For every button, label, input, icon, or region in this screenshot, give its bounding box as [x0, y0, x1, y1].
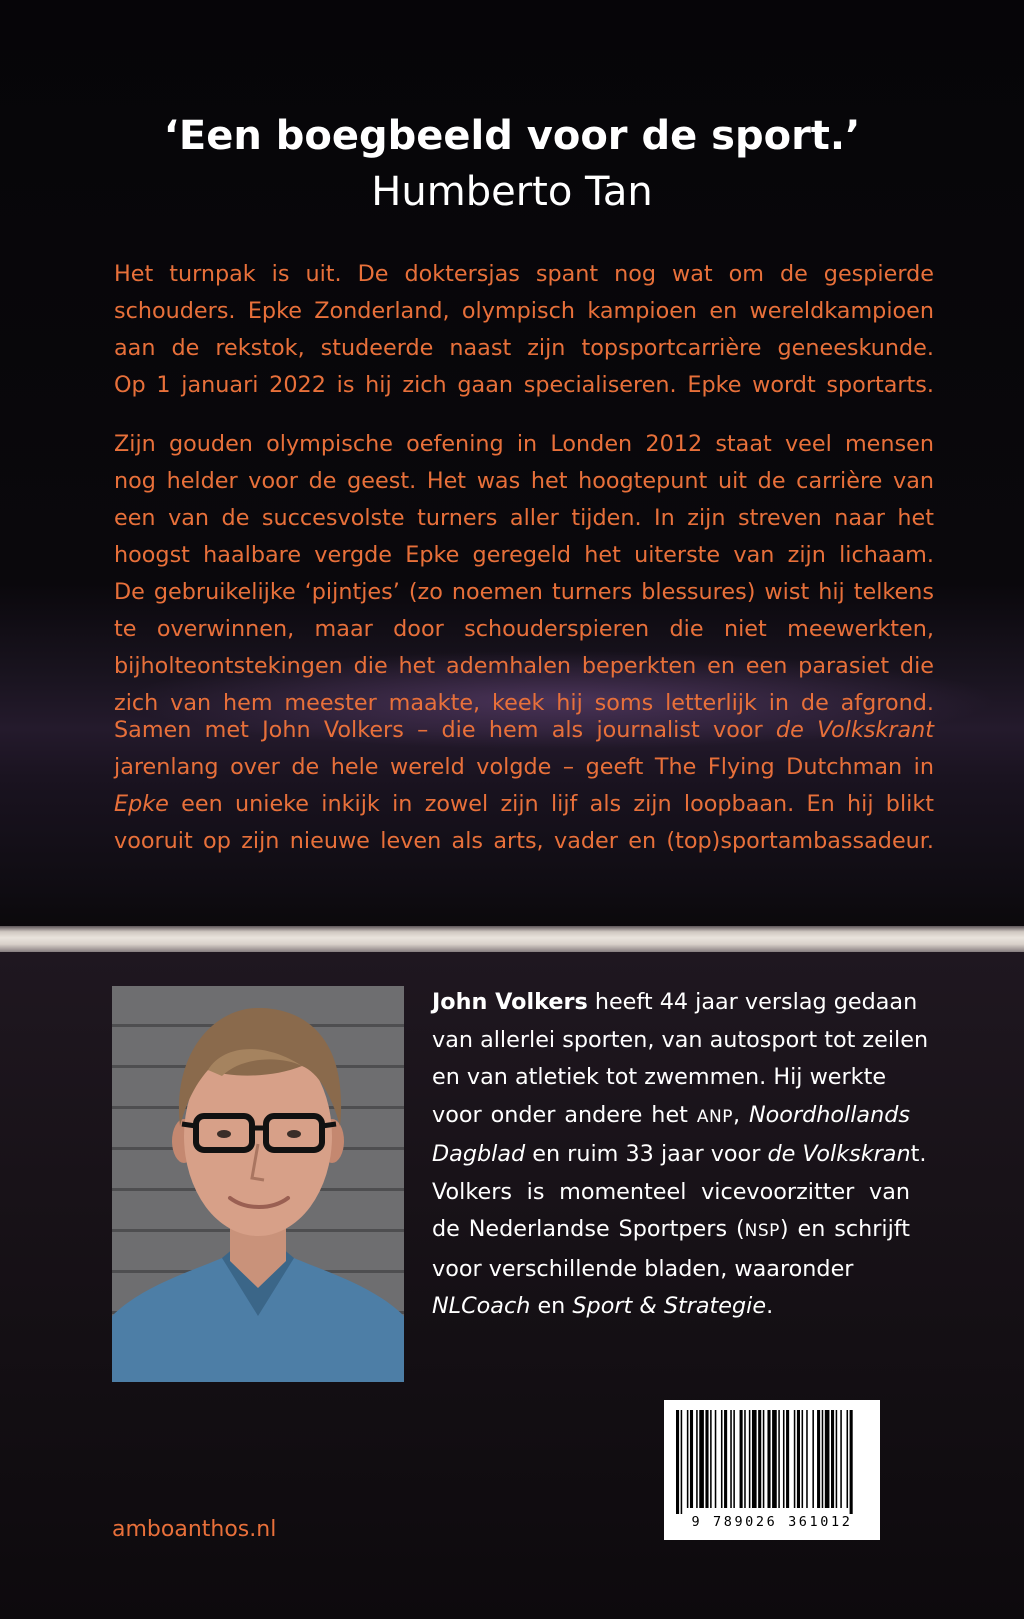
magazine-title: NLCoach: [432, 1293, 531, 1319]
barcode-bar: [797, 1410, 800, 1508]
quote-text: ‘Een boegbeeld voor de sport.’: [163, 113, 861, 159]
author-bio: [432, 984, 929, 1326]
blurb-paragraph-2: [114, 426, 934, 722]
newspaper-title: Noordhollands: [748, 1101, 910, 1128]
bio-line: van allerlei sporten, van autosport tot zeilen: [432, 1026, 929, 1053]
horizontal-bar-divider: [0, 926, 1024, 952]
barcode-bar: [825, 1410, 830, 1508]
text-run: ) en schrijft: [779, 1216, 910, 1242]
newspaper-title: de Volkskran: [767, 1141, 911, 1167]
text-run: t.: [910, 1141, 927, 1167]
paragraph-line: schouders. Epke Zonderland, olympisch kampioen en wereldkampioen: [114, 298, 934, 324]
barcode-bar: [802, 1410, 804, 1508]
paragraph-line: Zijn gouden olympische oefening in Londen 2012 staat veel mensen: [114, 431, 934, 457]
newspaper-title: de Volkskrant: [775, 717, 934, 743]
quote-author: Humberto Tan: [371, 169, 653, 215]
text-run: voor onder andere het: [432, 1101, 697, 1128]
text-run: heeft 44 jaar verslag gedaan: [587, 989, 918, 1015]
paragraph-line: [114, 712, 934, 749]
barcode-bar: [740, 1410, 743, 1508]
barcode-bar: [783, 1410, 785, 1508]
blurb-paragraph-1: [114, 256, 934, 404]
text-run: ,: [732, 1101, 749, 1128]
bio-line: [432, 1097, 910, 1137]
bio-line: [432, 984, 918, 1022]
barcode-bar: [690, 1410, 693, 1508]
paragraph-line: vooruit op zijn nieuwe leven als arts, vader en (top)sportambassadeur.: [114, 828, 934, 854]
bio-line: voor verschillende bladen, waaronder: [432, 1255, 854, 1282]
barcode-bar: [721, 1410, 723, 1508]
magazine-title: Sport & Strategie: [572, 1293, 767, 1319]
paragraph-line: hoogst haalbare vergde Epke geregeld het uiterste van zijn lichaam.: [114, 542, 934, 568]
barcode-bar: [831, 1410, 834, 1508]
paragraph-line: aan de rekstok, studeerde naast zijn topsportcarrière geneeskunde.: [114, 335, 934, 361]
barcode-bar: [715, 1410, 717, 1508]
book-title: Epke: [114, 791, 169, 817]
barcode-bar: [794, 1410, 796, 1508]
barcode-bar: [806, 1410, 808, 1508]
bio-line: en van atletiek tot zwemmen. Hij werkte: [432, 1064, 887, 1090]
paragraph-line: zich van hem meester maakte, keek hij soms letterlijk in de afgrond.: [114, 690, 934, 716]
paragraph-line: een van de succesvolste turners aller tijden. In zijn streven naar het: [114, 505, 934, 531]
barcode-bar: [767, 1410, 770, 1508]
barcode-bar: [752, 1410, 757, 1508]
barcode-bar: [730, 1410, 732, 1508]
barcode-bar: [840, 1410, 842, 1508]
barcode-bar: [744, 1410, 746, 1508]
paragraph-line: bijholteontstekingen die het ademhalen beperkten en een parasiet die: [114, 653, 934, 679]
bio-line: [432, 1288, 910, 1326]
text-run: en: [530, 1293, 573, 1319]
paragraph-line: jarenlang over de hele wereld volgde – geeft The Flying Dutchman in: [114, 754, 934, 780]
isbn-number: 9 789026 361012: [691, 1514, 853, 1530]
barcode-bar: [699, 1410, 704, 1508]
bio-line: [432, 1211, 910, 1251]
barcode-bar: [778, 1410, 780, 1508]
barcode-bar: [786, 1410, 789, 1508]
barcode-bar: [687, 1410, 689, 1508]
barcode-bar: [681, 1410, 683, 1514]
barcode-bar: [676, 1410, 679, 1514]
paragraph-line: Op 1 januari 2022 is hij zich gaan specialiseren. Epke wordt sportarts.: [114, 372, 934, 398]
text-run: Samen met John Volkers – die hem als journalist voor: [114, 717, 776, 743]
newspaper-title: Dagblad: [432, 1141, 526, 1167]
author-name: John Volkers: [432, 989, 588, 1015]
author-photo: [112, 986, 404, 1382]
paragraph-line: De gebruikelijke ‘pijntjes’ (zo noemen turners blessures) wist hij telkens: [114, 579, 934, 605]
paragraph-line: [114, 786, 934, 823]
barcode-bar: [817, 1410, 820, 1508]
barcode-bar: [758, 1410, 761, 1508]
abbreviation-anp: ANP: [696, 1106, 733, 1127]
barcode-bar: [733, 1410, 735, 1508]
text-run: .: [766, 1293, 774, 1319]
barcode-bar: [836, 1410, 838, 1508]
barcode-bar: [724, 1410, 727, 1508]
author-portrait-illustration: [112, 986, 404, 1382]
text-run: een unieke inkijk in zowel zijn lijf als zijn loopbaan. En hij blikt: [168, 791, 934, 817]
barcode-bar: [696, 1410, 698, 1508]
text-run: en ruim 33 jaar voor: [525, 1141, 768, 1167]
blurb-paragraph-3: [114, 712, 934, 860]
bio-line: [432, 1136, 927, 1174]
barcode-bar: [772, 1410, 777, 1508]
barcode-bar: [822, 1410, 824, 1508]
abbreviation-nsp: NSP: [744, 1221, 780, 1241]
publisher-website[interactable]: amboanthos.nl: [112, 1517, 277, 1542]
barcode-bar: [710, 1410, 712, 1508]
paragraph-line: nog helder voor de geest. Het was het hoogtepunt uit de carrière van: [114, 468, 934, 494]
bio-line: Volkers is momenteel vicevoorzitter van: [432, 1178, 910, 1205]
text-run: de Nederlandse Sportpers (: [432, 1216, 745, 1242]
barcode-bar: [812, 1410, 814, 1508]
paragraph-line: te overwinnen, maar door schouderspieren die niet meewerkten,: [114, 616, 934, 642]
paragraph-line: Het turnpak is uit. De doktersjas spant nog wat om de gespierde: [114, 261, 934, 287]
barcode-bar: [705, 1410, 708, 1508]
barcode-bar: [763, 1410, 765, 1508]
isbn-barcode: [664, 1400, 880, 1540]
barcode-bar: [749, 1410, 751, 1508]
barcode-bar: [850, 1410, 853, 1514]
barcode-bar: [847, 1410, 849, 1508]
